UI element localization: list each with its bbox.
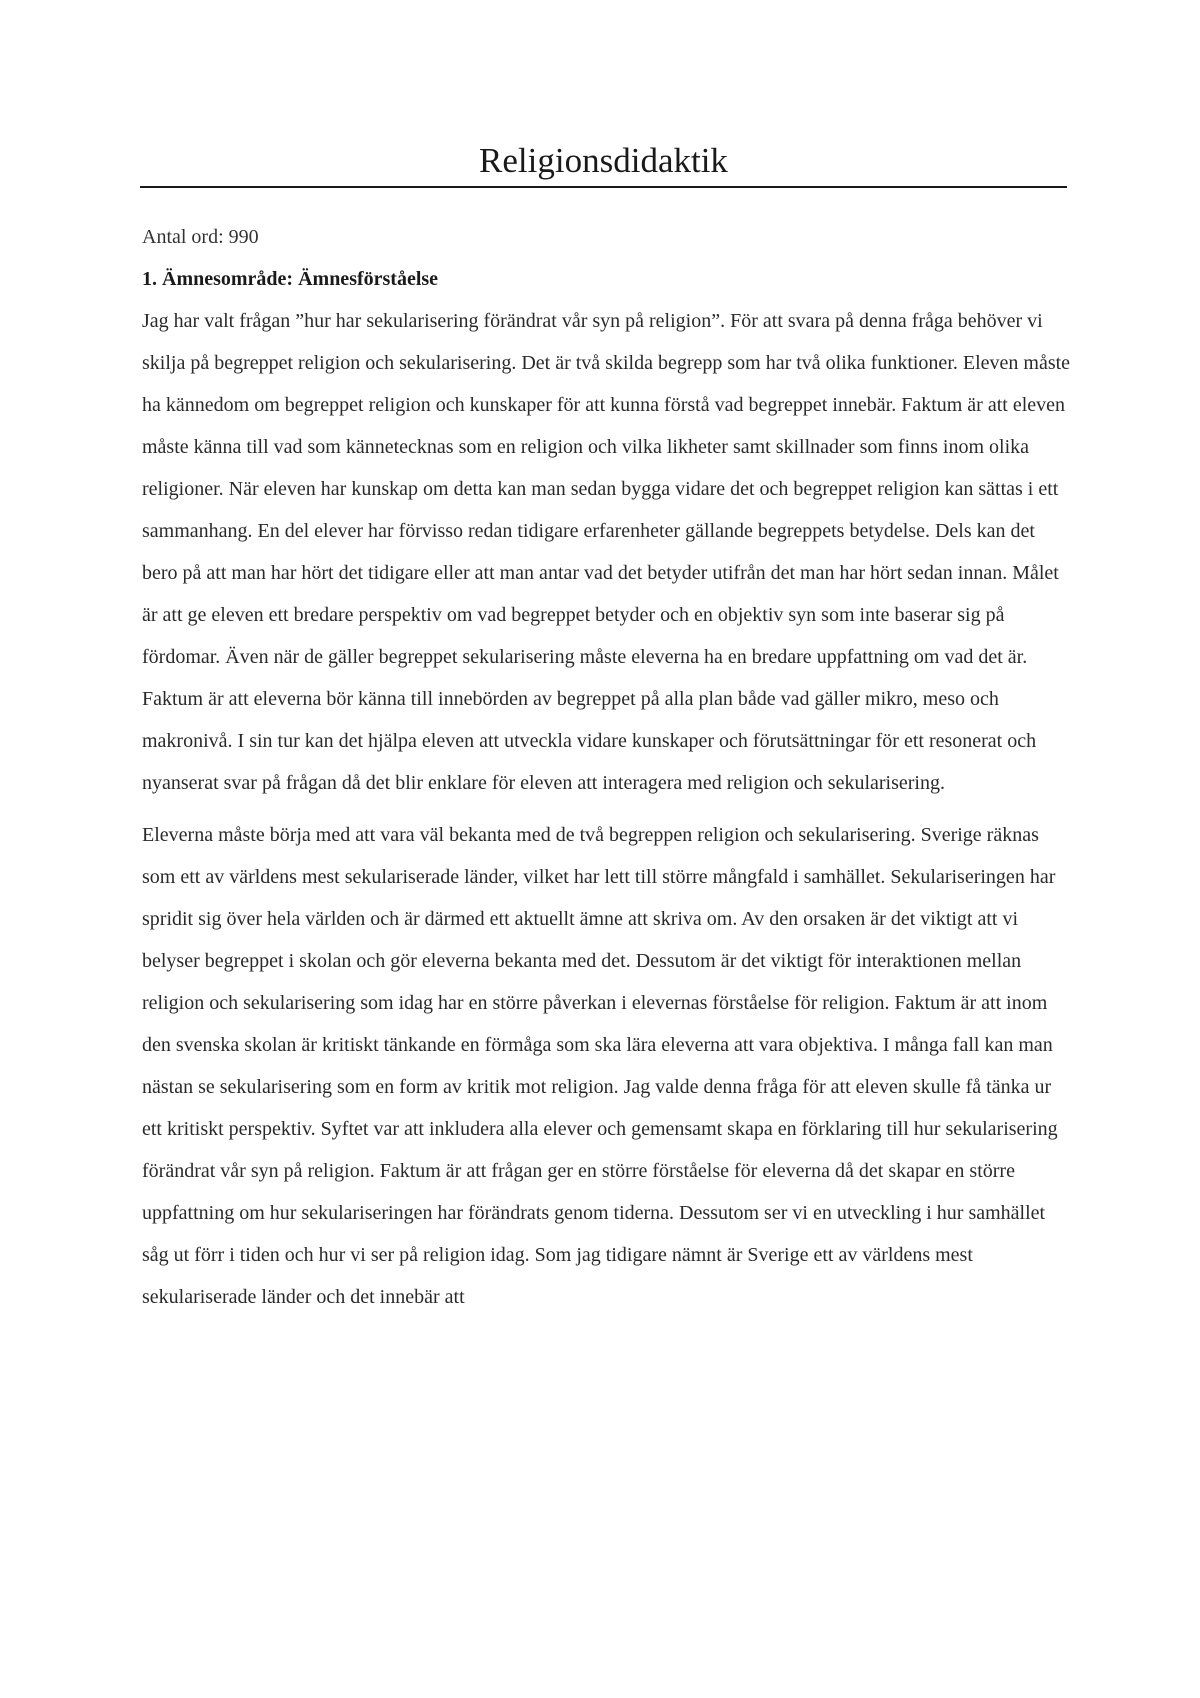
document-body [142, 222, 1072, 1318]
word-count: Antal ord: 990 [142, 226, 259, 248]
body-paragraph-2: Eleverna måste börja med att vara väl bekanta med de två begreppen religion och sekularisering. Sverige räknas som ett av världens mest sekulariserade länder, vilket har lett till större mångfald i samhället. Sekulariseringen har spridit sig över hela världen och är därmed ett aktuellt ämne att skriva om. Av den orsaken är det viktigt att vi belyser begreppet i skolan och gör eleverna bekanta med det. Dessutom är det viktigt för interaktionen mellan religion och sekularisering som idag har en större påverkan i elevernas förståelse för religion. Faktum är att inom den svenska skolan är kritiskt tänkande en förmåga som ska lära eleverna att vara objektiva. I många fall kan man nästan se sekularisering som en form av kritik mot religion. Jag valde denna fråga för att eleven skulle få tänka ur ett kritiskt perspektiv. Syftet var att inkludera alla elever och gemensamt skapa en förklaring till hur sekularisering förändrat vår syn på religion. Faktum är att frågan ger en större förståelse för eleverna då det skapar en större uppfattning om hur sekulariseringen har förändrats genom tiderna. Dessutom ser vi en utveckling i hur samhället såg ut förr i tiden och hur vi ser på religion idag. Som jag tidigare nämnt är Sverige ett av världens mest sekulariserade länder och det innebär att [142, 824, 1058, 1308]
document-title: Religionsdidaktik [479, 141, 728, 180]
body-paragraph-1: Jag har valt frågan ”hur har sekularisering förändrat vår syn på religion”. För att svara på denna fråga behöver vi skilja på begreppet religion och sekularisering. Det är två skilda begrepp som har två olika funktioner. Eleven måste ha kännedom om begreppet religion och kunskaper för att kunna förstå vad begreppet innebär. Faktum är att eleven måste känna till vad som kännetecknas som en religion och vilka likheter samt skillnader som finns inom olika religioner. När eleven har kunskap om detta kan man sedan bygga vidare det och begreppet religion kan sättas i ett sammanhang. En del elever har förvisso redan tidigare erfarenheter gällande begreppets betydelse. Dels kan det bero på att man har hört det tidigare eller att man antar vad det betyder utifrån det man har hört sedan innan. Målet är att ge eleven ett bredare perspektiv om vad begreppet betyder och en objektiv syn som inte baserar sig på fördomar. Även när de gäller begreppet sekularisering måste eleverna ha en bredare uppfattning om vad det är. Faktum är att eleverna bör känna till innebörden av begreppet på alla plan både vad gäller mikro, meso och makronivå. I sin tur kan det hjälpa eleven att utveckla vidare kunskaper och förutsättningar för ett resonerat och nyanserat svar på frågan då det blir enklare för eleven att interagera med religion och sekularisering. [142, 310, 1071, 794]
title-block [140, 138, 1067, 188]
section-heading: 1. Ämnesområde: Ämnesförståelse [142, 268, 439, 290]
